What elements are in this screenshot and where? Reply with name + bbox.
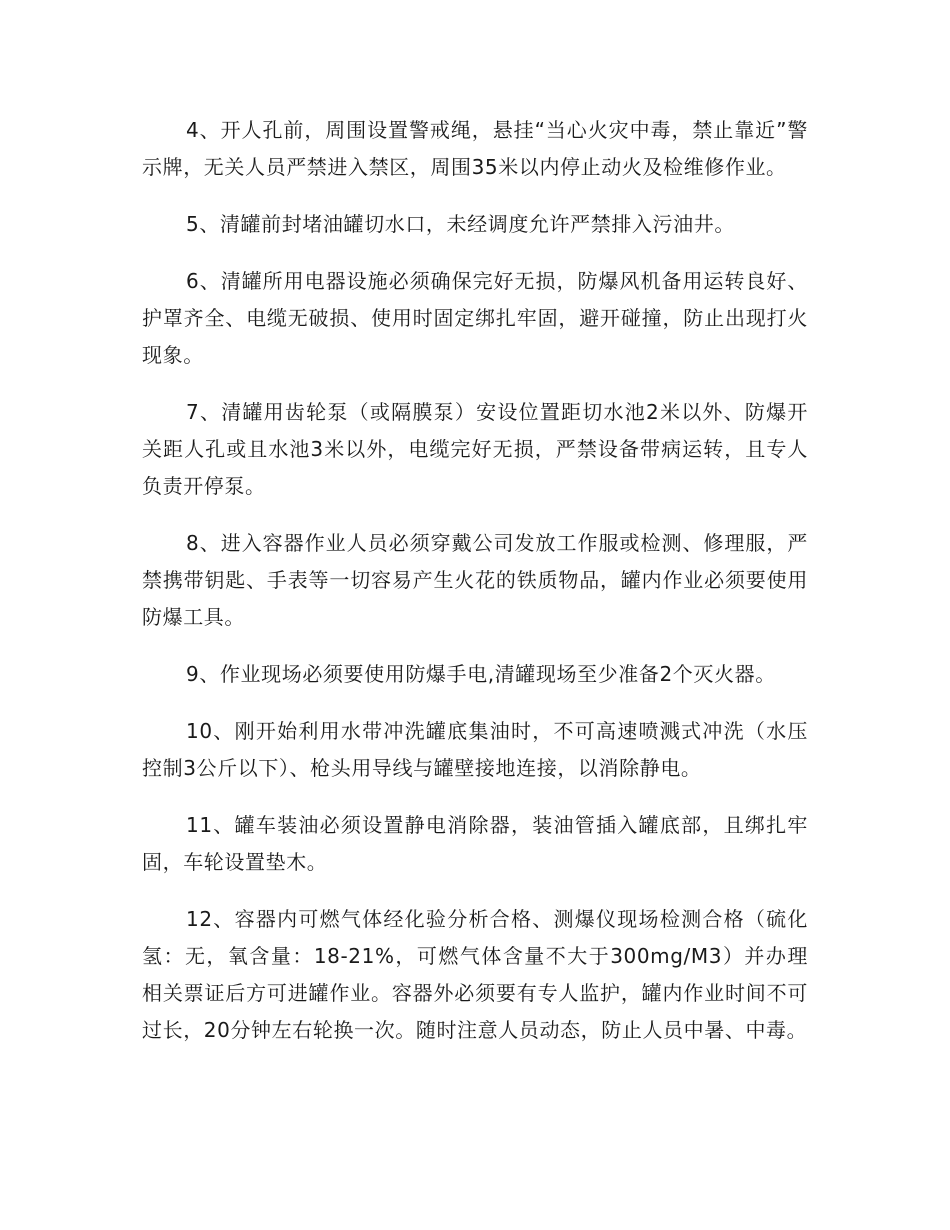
paragraph-item-10: 10、刚开始利用水带冲洗罐底集油时，不可高速喷溅式冲洗（水压控制3公斤以下）、枪头用导线与罐壁接地连接，以消除静电。: [142, 719, 808, 780]
paragraph-item-6: 6、清罐所用电器设施必须确保完好无损，防爆风机备用运转良好、护罩齐全、电缆无破损、使用时固定绑扎牢固，避开碰撞，防止出现打火现象。: [142, 269, 808, 367]
paragraph-item-9: 9、作业现场必须要使用防爆手电,清罐现场至少准备2个灭火器。: [186, 662, 776, 686]
paragraph-item-8: 8、进入容器作业人员必须穿戴公司发放工作服或检测、修理服，严禁携带钥匙、手表等一切容易产生火花的铁质物品，罐内作业必须要使用防爆工具。: [142, 531, 808, 629]
paragraph-item-4: 4、开人孔前，周围设置警戒绳，悬挂“当心火灾中毒，禁止靠近”警示牌，无关人员严禁进入禁区，周围35米以内停止动火及检维修作业。: [142, 118, 808, 179]
paragraph-item-12: 12、容器内可燃气体经化验分析合格、测爆仪现场检测合格（硫化氢：无，氧含量：18-21%，可燃气体含量不大于300mg/M3）并办理相关票证后方可进罐作业。容器外必须要有专人监护，罐内作业时间不可过长，20分钟左右轮换一次。随时注意人员动态，防止人员中暑、中毒。: [142, 907, 808, 1042]
document-body: [142, 112, 808, 1069]
paragraph-item-5: 5、清罐前封堵油罐切水口，未经调度允许严禁排入污油井。: [186, 212, 735, 236]
paragraph-item-7: 7、清罐用齿轮泵（或隔膜泵）安设位置距切水池2米以外、防爆开关距人孔或且水池3米以外，电缆完好无损，严禁设备带病运转，且专人负责开停泵。: [142, 400, 808, 498]
paragraph-item-11: 11、罐车装油必须设置静电消除器，装油管插入罐底部，且绑扎牢固，车轮设置垫木。: [142, 813, 808, 874]
